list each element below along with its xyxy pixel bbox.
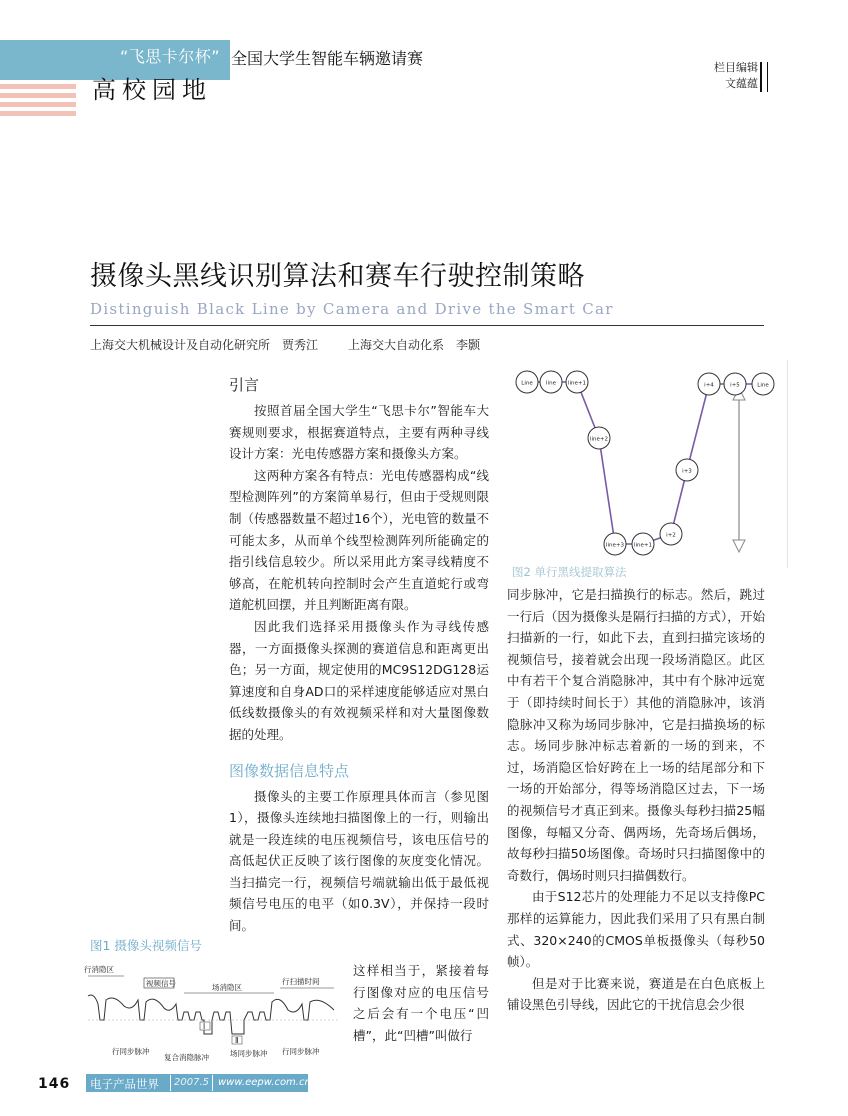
fig1-label-field-blank: 场消隐区 bbox=[212, 983, 242, 992]
paragraph: 摄像头的主要工作原理具体而言（参见图1），摄像头连续地扫描图像上的一行，则输出就是一段连续的电压视频信号，该电压信号的高低起伏正反映了该行图像的灰度变化情况。当扫描完一行，视频信号端就输出低于最低视频信号电压的电平（如0.3V），并保持一段时间。 bbox=[229, 788, 489, 934]
fig2-node-label: i+5 bbox=[730, 382, 740, 389]
fig1-label-line-blank: 行消隐区 bbox=[84, 965, 114, 974]
editor-bars bbox=[760, 62, 768, 92]
paragraph: 这两种方案各有特点：光电传感器构成“线型检测阵列”的方案简单易行，但由于受规则限制（传感器数量不超过16个），光电管的数量不可能太多，从而单个线型检测阵列所能确定的指引线信息较少。所以采用此方案寻线精度不够高，在舵机转向控制时会产生直道蛇行或弯道舵机回摆，并且判断距离有限。 bbox=[229, 467, 489, 613]
fig2-node-label: Line bbox=[521, 380, 533, 387]
fig2-node-label: line+1 bbox=[567, 380, 587, 387]
editor-name: 文蕴蕴 bbox=[725, 77, 758, 90]
paragraph: 由于S12芯片的处理能力不足以支持像PC那样的运算能力，因此我们采用了只有黑白制式、320×240的CMOS单板摄像头（每秒50帧）。 bbox=[507, 889, 765, 970]
left-column-continued bbox=[353, 960, 489, 1046]
header-stripes bbox=[0, 84, 76, 120]
paragraph: 按照首届全国大学生“飞思卡尔”智能车大赛规则要求，根据赛道特点，主要有两种寻线设计方案：光电传感器方案和摄像头方案。 bbox=[229, 403, 489, 462]
paragraph: 同步脉冲，它是扫描换行的标志。然后，跳过一行后（因为摄像头是隔行扫描的方式），开始扫描新的一行，如此下去，直到扫描完该场的视频信号，接着就会出现一段场消隐区。此区中有若干个复合消隐脉冲，其中有个脉冲远宽于（即持续时间长于）其他的消隐脉冲，该消隐脉冲又称为场同步脉冲，它是扫描换场的标志。场同步脉冲标志着新的一场的到来，不过，场消隐区恰好跨在上一场的结尾部分和下一场的开始部分，得等场消隐区过去，下一场的视频信号才真正到来。摄像头每秒扫描25幅图像，每幅又分奇、偶两场，先奇场后偶场，故每秒扫描50场图像。奇场时只扫描图像中的奇数行，偶场时则只扫描偶数行。 bbox=[507, 587, 765, 883]
magazine-name: 电子产品世界 bbox=[90, 1077, 159, 1091]
issue-date: 2007.5 bbox=[174, 1077, 209, 1088]
heading-image-data: 图像数据信息特点 bbox=[229, 761, 350, 780]
left-column bbox=[229, 374, 489, 937]
fig1-label-field-sync: 场同步脉冲 bbox=[230, 1049, 268, 1058]
fig1-label-line-sync-right: 行同步脉冲 bbox=[282, 1047, 320, 1056]
paragraph: 但是对于比赛来说，赛道是在白色底板上铺设黑色引导线，因此它的干扰信息会少很 bbox=[507, 975, 765, 1013]
fig1-label-line-period: 行扫描时间 bbox=[282, 977, 320, 986]
fig2-node-label: i+4 bbox=[704, 382, 714, 389]
figure-1-video-signal bbox=[84, 960, 344, 1068]
fig2-node-label: line bbox=[546, 380, 556, 387]
fig2-node-label: Line bbox=[757, 382, 769, 389]
contest-name: 全国大学生智能车辆邀请赛 bbox=[231, 49, 424, 68]
affiliation-2: 上海交大自动化系 李颢 bbox=[348, 338, 481, 352]
article-title: 摄像头黑线识别算法和赛车行驶控制策略 bbox=[90, 261, 585, 292]
fig2-node-label: line+2 bbox=[589, 436, 609, 443]
figure-1-caption: 图1 摄像头视频信号 bbox=[90, 938, 202, 953]
title-rule bbox=[90, 325, 764, 326]
paragraph: 这样相当于，紧接着每行图像对应的电压信号之后会有一个电压“凹槽”，此“凹槽”叫做行 bbox=[353, 963, 489, 1043]
figure-2-line-extraction bbox=[505, 360, 788, 568]
footer-separator bbox=[170, 1075, 171, 1091]
editor-label: 栏目编辑 bbox=[714, 61, 758, 74]
article-title-english: Distinguish Black Line by Camera and Drive the Smart Car bbox=[90, 300, 614, 318]
fig1-label-composite: 复合消隐脉冲 bbox=[164, 1053, 209, 1062]
affiliation-1: 上海交大机械设计及自动化研究所 贾秀江 bbox=[90, 338, 319, 352]
heading-intro: 引言 bbox=[229, 376, 260, 394]
fig2-node-label: i+3 bbox=[682, 468, 692, 475]
contest-series: “飞思卡尔杯” bbox=[120, 47, 221, 66]
fig2-node-label: i+2 bbox=[666, 532, 676, 539]
fig1-label-roman-2: Ⅱ bbox=[235, 1036, 239, 1045]
page-number: 146 bbox=[38, 1076, 71, 1092]
editor-block bbox=[680, 60, 758, 92]
fig1-label-video: 视频信号 bbox=[146, 979, 176, 988]
fig2-node-label: line+3 bbox=[605, 542, 625, 549]
right-column bbox=[507, 584, 765, 1016]
figure-2-caption: 图2 单行黑线提取算法 bbox=[512, 565, 627, 579]
website-link[interactable]: www.eepw.com.cn bbox=[218, 1077, 311, 1088]
paragraph: 因此我们选择采用摄像头作为寻线传感器，一方面摄像头探测的赛道信息和距离更出色；另一方面，规定使用的MC9S12DG128运算速度和自身AD口的采样速度能够适应对黑白低线数摄像头的有效视频采样和对大量图像数据的处理。 bbox=[229, 618, 489, 742]
fig1-label-roman-1: Ⅰ bbox=[203, 1022, 206, 1031]
fig1-label-line-sync-left: 行同步脉冲 bbox=[112, 1047, 150, 1056]
footer-separator bbox=[212, 1075, 213, 1091]
section-name: 高校园地 bbox=[92, 76, 212, 104]
fig2-node-label: line+1 bbox=[633, 542, 653, 549]
